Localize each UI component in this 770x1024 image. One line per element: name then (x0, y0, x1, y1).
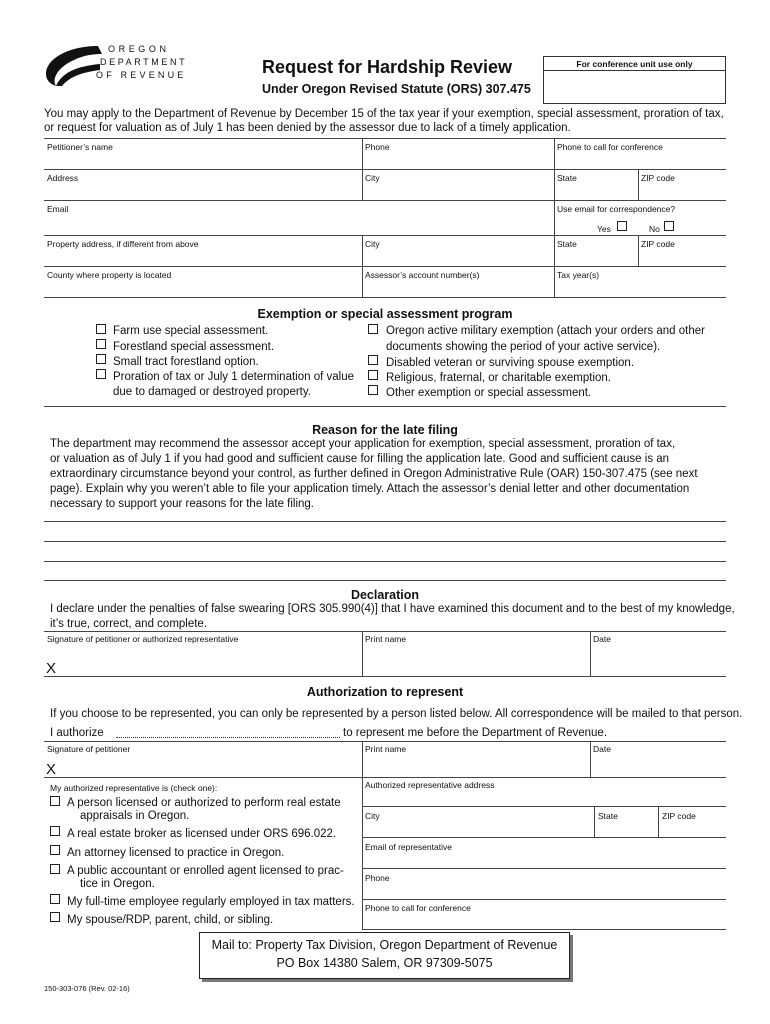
tax-years-field[interactable]: Tax year(s) (557, 270, 600, 280)
conference-use-box (543, 56, 726, 104)
forestland-checkbox[interactable] (96, 339, 106, 349)
city-field[interactable]: City (365, 173, 380, 183)
reason-line-2: or valuation as of July 1 if you had good and sufficient cause for filling the application late. Good and sufficient cause is an (50, 453, 670, 465)
proration-label-2: due to damaged or destroyed property. (113, 386, 311, 398)
auth-print-name-field[interactable]: Print name (365, 744, 407, 754)
rep-accountant-label-2: tice in Oregon. (80, 878, 155, 890)
use-email-question: Use email for correspondence? (557, 204, 676, 214)
reason-answer-line-4[interactable] (44, 580, 726, 581)
reason-answer-line-2[interactable] (44, 541, 726, 542)
authorization-intro: If you choose to be represented, you can only be represented by a person listed below. All correspondence will be mailed to that person. (50, 708, 743, 720)
auth-date-field[interactable]: Date (593, 744, 611, 754)
phone-field[interactable]: Phone (365, 142, 390, 152)
disabled-veteran-checkbox[interactable] (368, 355, 378, 365)
rep-check-one-label: My authorized representative is (check one): (50, 783, 218, 793)
reason-answer-line-1[interactable] (44, 521, 726, 522)
i-authorize-label: I authorize (50, 727, 104, 739)
declaration-date-field[interactable]: Date (593, 634, 611, 644)
email-yes-label: Yes (597, 224, 611, 234)
rep-accountant-label-1: A public accountant or enrolled agent licensed to prac- (67, 865, 344, 877)
declaration-line-2: it’s true, correct, and complete. (50, 618, 208, 630)
rep-accountant-checkbox[interactable] (50, 864, 60, 874)
rep-family-checkbox[interactable] (50, 912, 60, 922)
reason-section-title: Reason for the late filing (312, 423, 458, 437)
reason-line-3: extraordinary circumstance beyond your control, as further defined in Oregon Administrative Rule (OAR) 150-307.475 (see next (50, 468, 698, 480)
rep-attorney-label: An attorney licensed to practice in Oregon. (67, 847, 285, 859)
authorized-person-input[interactable] (116, 737, 340, 738)
declaration-print-name-field[interactable]: Print name (365, 634, 407, 644)
property-address-field[interactable]: Property address, if different from above (47, 239, 199, 249)
rep-appraiser-label-2: appraisals in Oregon. (80, 810, 190, 822)
military-checkbox[interactable] (368, 324, 378, 334)
account-number-field[interactable]: Assessor’s account number(s) (365, 270, 480, 280)
page-title: Request for Hardship Review (262, 57, 513, 77)
rep-appraiser-checkbox[interactable] (50, 796, 60, 806)
reason-line-4: page). Explain why you weren’t able to file your application timely. Attach the assessor’s denial letter and other documentation (50, 483, 690, 495)
small-tract-checkbox[interactable] (96, 354, 106, 364)
intro-line-1: You may apply to the Department of Revenue by December 15 of the tax year if your exemption, special assessment, proration of tax, (44, 108, 724, 120)
authorization-title: Authorization to represent (306, 685, 464, 699)
farm-use-label: Farm use special assessment. (113, 325, 269, 337)
declaration-signature-field[interactable]: Signature of petitioner or authorized representative (47, 634, 239, 644)
mail-to-line-1: Mail to: Property Tax Division, Oregon Department of Revenue (211, 938, 558, 952)
logo-line-1: OREGON (108, 44, 170, 54)
rep-broker-checkbox[interactable] (50, 826, 60, 836)
other-exemption-checkbox[interactable] (368, 385, 378, 395)
farm-use-checkbox[interactable] (96, 324, 106, 334)
small-tract-label: Small tract forestland option. (113, 356, 259, 368)
other-exemption-label: Other exemption or special assessment. (386, 387, 592, 399)
address-field[interactable]: Address (47, 173, 79, 183)
email-field[interactable]: Email (47, 204, 69, 214)
proration-checkbox[interactable] (96, 369, 106, 379)
declaration-line-1: I declare under the penalties of false swearing [ORS 305.990(4)] that I have examined this document and to the best of my knowledge, (50, 603, 735, 615)
logo-line-3: OF REVENUE (96, 70, 187, 80)
disabled-veteran-label: Disabled veteran or surviving spouse exemption. (386, 357, 635, 369)
mail-to-line-2: PO Box 14380 Salem, OR 97309-5075 (276, 956, 493, 970)
mail-to-box (199, 932, 570, 979)
rep-appraiser-label-1: A person licensed or authorized to perform real estate (67, 797, 341, 809)
religious-label: Religious, fraternal, or charitable exemption. (386, 372, 612, 384)
intro-line-2: or request for valuation as of July 1 has been denied by the assessor due to lack of a timely application. (44, 122, 571, 134)
email-no-checkbox[interactable] (664, 221, 674, 231)
forestland-label: Forestland special assessment. (113, 341, 275, 353)
rep-employee-label: My full-time employee regularly employed in tax matters. (67, 896, 355, 908)
rep-phone-field[interactable]: Phone (365, 873, 390, 883)
rep-zip-field[interactable]: ZIP code (662, 811, 696, 821)
proration-label-1: Proration of tax or July 1 determination of value (113, 371, 354, 383)
rep-broker-label: A real estate broker as licensed under ORS 696.022. (67, 828, 337, 840)
property-state-field[interactable]: State (557, 239, 577, 249)
conference-use-label: For conference unit use only (576, 59, 693, 69)
email-yes-checkbox[interactable] (617, 221, 627, 231)
reason-line-1: The department may recommend the assessor accept your application for exemption, special assessment, proration of tax, (50, 438, 676, 450)
zip-field[interactable]: ZIP code (641, 173, 675, 183)
rep-attorney-checkbox[interactable] (50, 845, 60, 855)
auth-sign-x: X (46, 761, 57, 778)
military-label-2: documents showing the period of your active service). (386, 341, 661, 353)
religious-checkbox[interactable] (368, 370, 378, 380)
logo-line-2: DEPARTMENT (100, 57, 188, 67)
property-zip-field[interactable]: ZIP code (641, 239, 675, 249)
rep-city-field[interactable]: City (365, 811, 380, 821)
reason-answer-line-3[interactable] (44, 561, 726, 562)
declaration-sign-x: X (46, 660, 57, 677)
page-subtitle: Under Oregon Revised Statute (ORS) 307.475 (262, 82, 531, 96)
rep-state-field[interactable]: State (598, 811, 618, 821)
form-number: 150-303-076 (Rev. 02-16) (44, 984, 130, 993)
state-field[interactable]: State (557, 173, 577, 183)
county-field[interactable]: County where property is located (47, 270, 172, 280)
military-label-1: Oregon active military exemption (attach your orders and other (386, 325, 705, 337)
rep-conference-phone-field[interactable]: Phone to call for conference (365, 903, 471, 913)
oregon-dor-logo (40, 42, 190, 88)
property-city-field[interactable]: City (365, 239, 380, 249)
rep-family-label: My spouse/RDP, parent, child, or sibling. (67, 914, 274, 926)
rep-email-field[interactable]: Email of representative (365, 842, 452, 852)
reason-line-5: necessary to support your reasons for the late filing. (50, 498, 315, 510)
rep-employee-checkbox[interactable] (50, 894, 60, 904)
petitioner-name-field[interactable]: Petitioner’s name (47, 142, 113, 152)
to-represent-label: to represent me before the Department of Revenue. (343, 727, 608, 739)
email-no-label: No (649, 224, 660, 234)
conference-phone-field[interactable]: Phone to call for conference (557, 142, 663, 152)
rep-address-field[interactable]: Authorized representative address (365, 780, 495, 790)
program-section-title: Exemption or special assessment program (257, 307, 513, 321)
auth-signature-field[interactable]: Signature of petitioner (47, 744, 131, 754)
declaration-title: Declaration (350, 588, 420, 602)
